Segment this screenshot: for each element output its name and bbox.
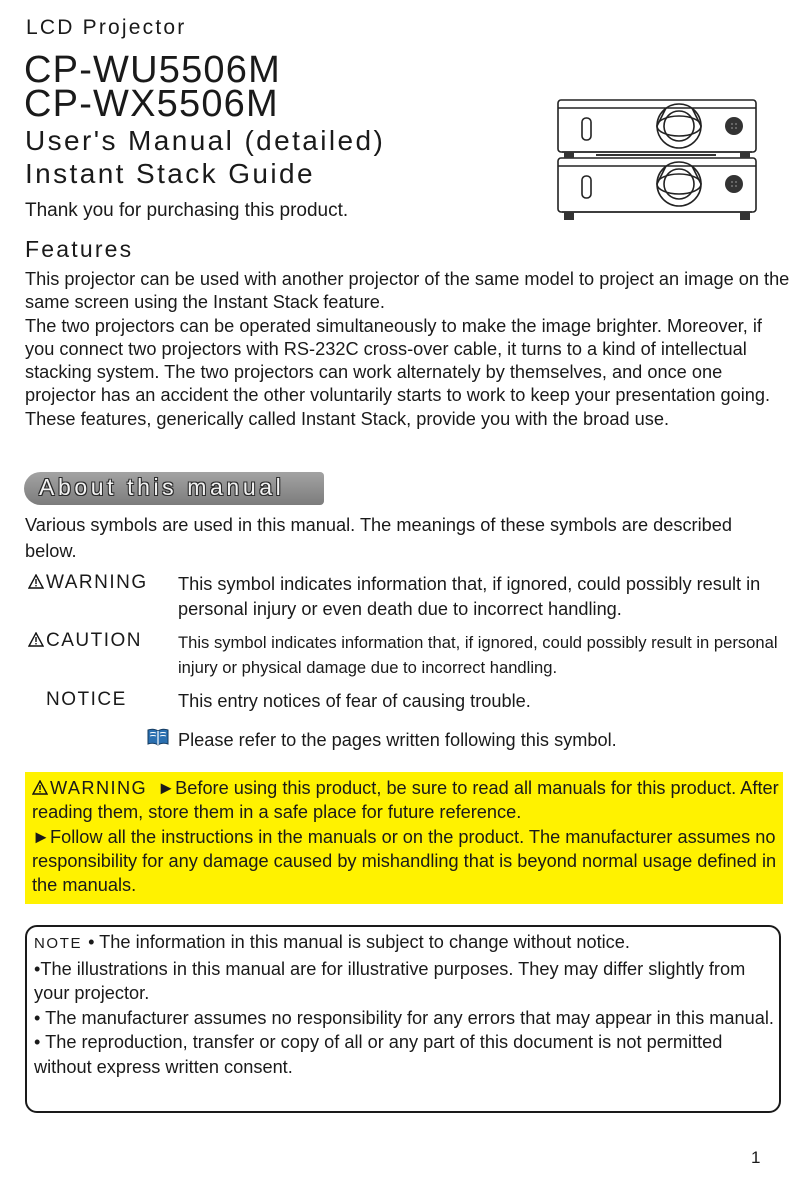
- note-label: NOTE: [34, 935, 83, 952]
- notice-label: NOTICE: [46, 689, 127, 710]
- warning-label: WARNING: [46, 572, 148, 593]
- model-number-2: CP-WX5506M: [24, 83, 279, 125]
- warning-box-label: WARNING: [50, 778, 148, 798]
- note-item: • The reproduction, transfer or copy of all or any part of this document is not permitted without express written consent.: [34, 1032, 723, 1077]
- features-paragraph: The two projectors can be operated simultaneously to make the image brighter. Moreover, if you connect two projectors with RS-232C cross-over cable, it turns to a kind of intellectual stacking system. The two projectors can work alternately by themselves, and once one projector has an accident the other voluntarily starts to work to keep your presentation going.: [25, 315, 771, 406]
- reference-description: Please refer to the pages written following this symbol.: [178, 730, 617, 750]
- model-number-1: CP-WU5506M: [24, 49, 281, 91]
- warning-symbol-label: [28, 572, 148, 594]
- warning-box-line-1: ►Before using this product, be sure to read all manuals for this product. After reading them, store them in a safe place for future reference.: [32, 778, 779, 823]
- warning-box-label-wrap: [32, 778, 147, 798]
- thank-you-text: Thank you for purchasing this product.: [25, 200, 349, 221]
- note-item: • The manufacturer assumes no responsibility for any errors that may appear in this manual.: [34, 1007, 774, 1028]
- warning-triangle-icon: [32, 780, 48, 795]
- guide-title: Instant Stack Guide: [25, 158, 315, 189]
- page-number: 1: [751, 1148, 761, 1167]
- warning-description: This symbol indicates information that, if ignored, could possibly result in personal injury or even death due to incorrect handling.: [178, 574, 761, 619]
- book-icon: [146, 728, 170, 746]
- caution-label: CAUTION: [46, 630, 142, 651]
- features-body: [25, 268, 790, 431]
- product-category: LCD Projector: [26, 16, 187, 39]
- features-paragraph: This projector can be used with another projector of the same model to project an image on the same screen using the Instant Stack feature.: [25, 269, 790, 313]
- about-manual-tab: [24, 472, 324, 505]
- warning-box-text: [32, 776, 782, 897]
- note-box-text: [34, 930, 774, 1079]
- warning-triangle-icon: [28, 632, 44, 647]
- warning-box-line-2: ►Follow all the instructions in the manuals or on the product. The manufacturer assumes no responsibility for any damage caused by mishandling that is beyond normal usage defined in the manuals.: [32, 826, 777, 896]
- manual-title: User's Manual (detailed): [25, 125, 386, 156]
- warning-triangle-icon: [28, 574, 44, 589]
- features-paragraph: These features, generically called Instant Stack, provide you with the broad use.: [25, 408, 669, 429]
- notice-description: This entry notices of fear of causing trouble.: [178, 691, 531, 711]
- caution-symbol-label: [28, 630, 142, 652]
- caution-description: This symbol indicates information that, if ignored, could possibly result in personal injury or physical damage due to incorrect handling.: [178, 633, 778, 677]
- about-manual-heading: About this manual: [39, 474, 285, 500]
- note-item: •The illustrations in this manual are for illustrative purposes. They may differ slightly from your projector.: [34, 958, 746, 1003]
- stacked-projectors-illustration: [556, 96, 762, 224]
- features-heading: Features: [25, 236, 134, 262]
- note-item: • The information in this manual is subject to change without notice.: [88, 932, 630, 952]
- about-intro-text: Various symbols are used in this manual. The meanings of these symbols are described below.: [25, 515, 732, 561]
